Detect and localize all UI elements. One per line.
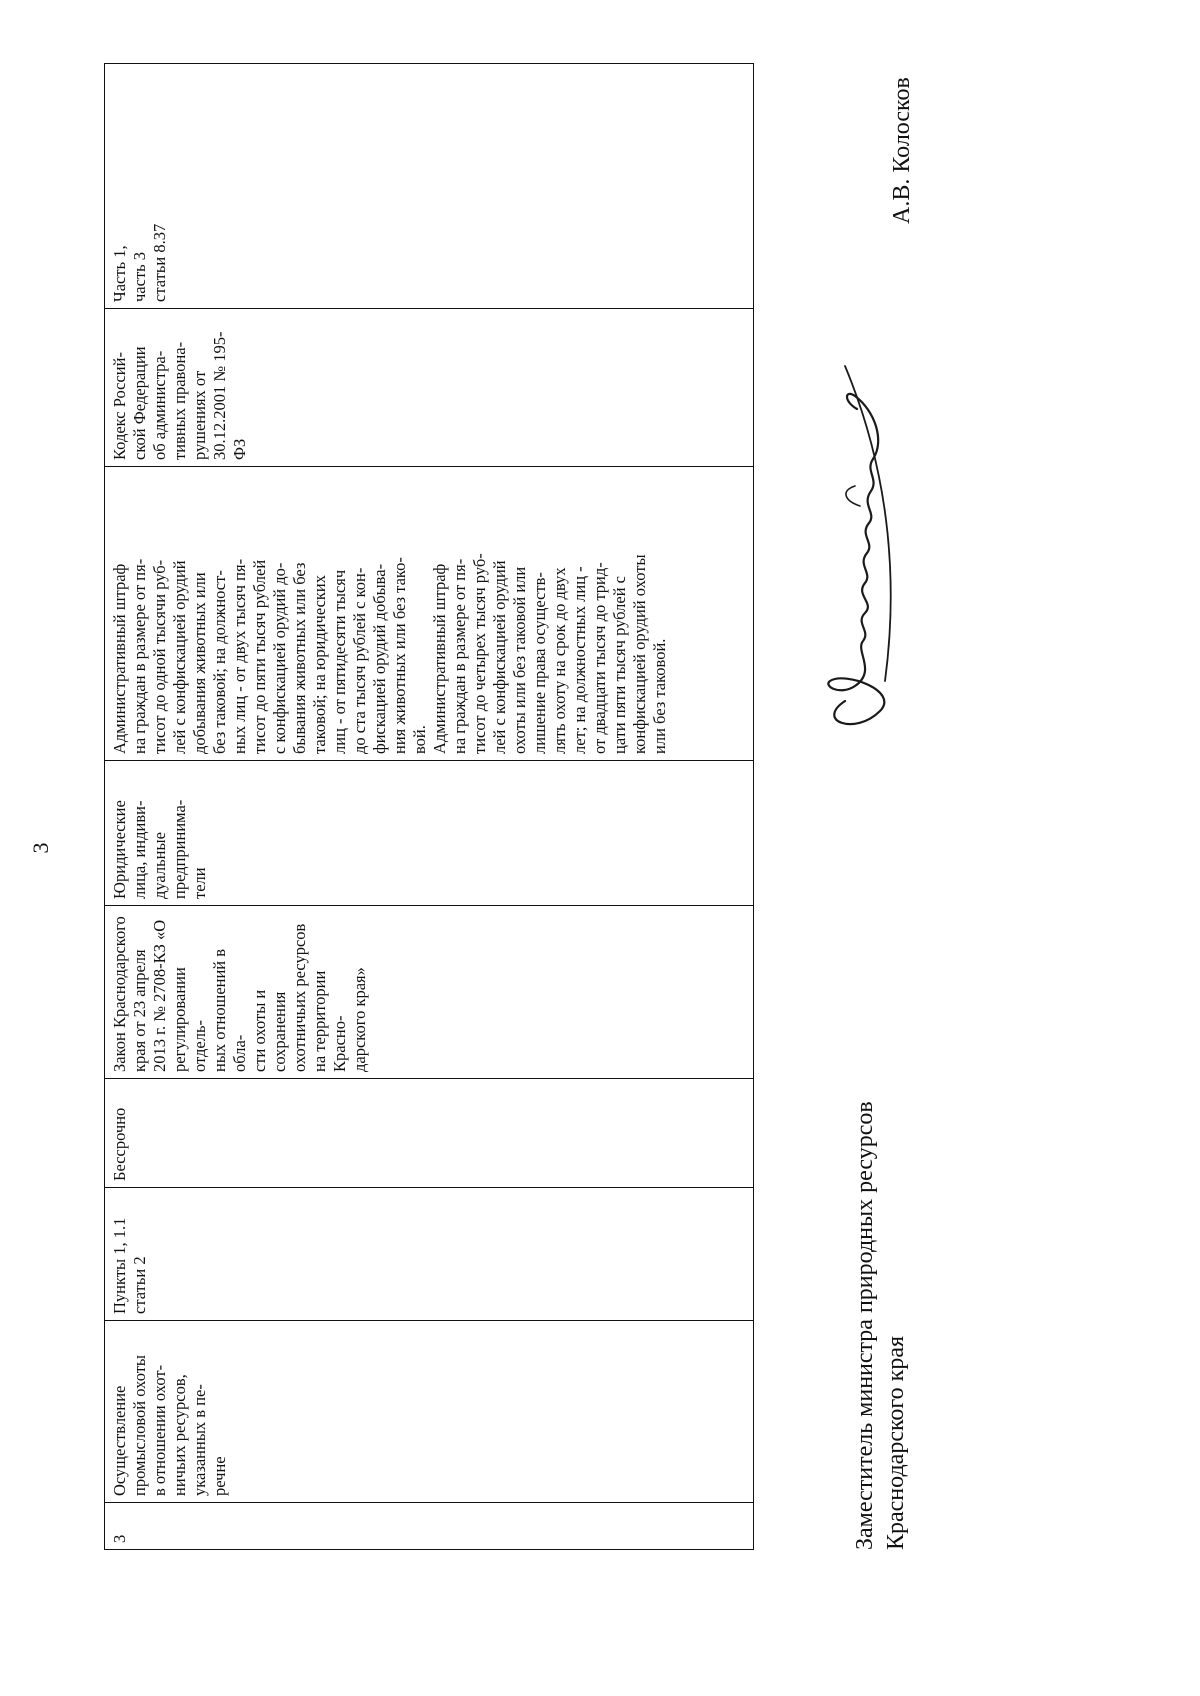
cell-term: Бессрочно xyxy=(105,1079,754,1188)
signer-name: А.В. Колосков xyxy=(889,77,915,224)
cell-law: Закон Краснодарского края от 23 апреля 2013 г. № 2708-КЗ «О регулировании отдель- ных отношений в обла- сти охоты и сохранения охотничьих ресурсов на территории Красно- дарского края» xyxy=(105,906,754,1079)
signatory-title-line1: Заместитель министра природных ресурсов xyxy=(852,1101,878,1550)
signatory-title-line2: Краснодарского края xyxy=(883,1335,909,1550)
cell-penalty: Административный штраф на граждан в размере от пя- тисот до одной тысячи руб- лей с конфискацией орудий добывания животных или без таковой; на должност- ных лиц - от двух тысяч пя- тисот до пяти тысяч рублей с конфискацией орудий до- бывания животных или без таковой; на юридических лиц - от пятидесяти тысяч до ста тысяч рублей с кон- фискацией орудий добыва- ния животных или без тако- вой. Административный штраф на граждан в размере от пя- тисот до четырех тысяч руб- лей с конфискацией орудий охоты или без таковой или лишение права осуществ- лять охоту на срок до двух лет; на должностных лиц - от двадцати тысяч до трид- цати пяти тысяч рублей с конфискацией орудий охоты или без таковой. xyxy=(105,467,754,761)
regulation-table xyxy=(104,63,754,1550)
cell-code: Кодекс Россий- ской Федерации об администра- тивных правона- рушениях от 30.12.2001 № 195- ФЗ xyxy=(105,309,754,467)
cell-points: Пункты 1, 1.1 статьи 2 xyxy=(105,1188,754,1321)
signatory-title xyxy=(850,1101,912,1550)
cell-activity: Осуществление промысловой охоты в отношении охот- ничьих ресурсов, указанных в пе- речне xyxy=(105,1321,754,1503)
table-row xyxy=(105,64,754,1550)
cell-subjects: Юридические лица, индиви- дуальные предпринима- тели xyxy=(105,761,754,906)
page-number: 3 xyxy=(28,842,53,854)
cell-articles: Часть 1, часть 3 статьи 8.37 xyxy=(105,64,754,309)
handwritten-signature xyxy=(785,361,935,741)
cell-row-number: 3 xyxy=(105,1503,754,1550)
